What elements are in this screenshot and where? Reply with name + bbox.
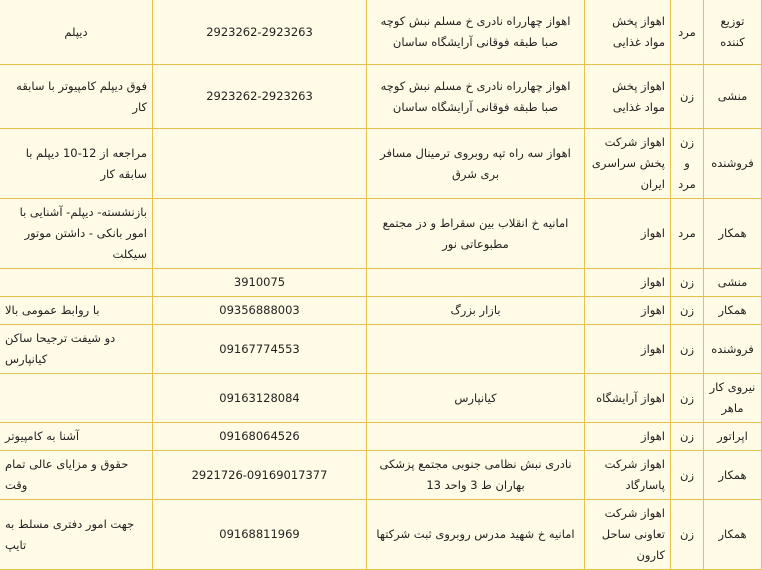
address-cell: امانیه خ شهید مدرس روبروی ثبت شرکتها	[367, 500, 585, 570]
company-cell: اهواز	[585, 423, 671, 451]
gender-cell: مرد	[671, 199, 704, 269]
position-cell: همکار	[704, 297, 762, 325]
address-cell	[367, 423, 585, 451]
address-cell: اهواز سه راه تپه روبروی ترمینال مسافر بری شرق	[367, 129, 585, 199]
phone-cell: 2923262-2923263	[153, 65, 367, 129]
address-cell: بازار بزرگ	[367, 297, 585, 325]
company-cell: اهواز	[585, 269, 671, 297]
address-cell	[367, 269, 585, 297]
position-cell: منشی	[704, 65, 762, 129]
address-cell	[367, 325, 585, 374]
gender-cell: زن	[671, 423, 704, 451]
requirements-cell: حقوق و مزایای عالی تمام وقت	[0, 451, 153, 500]
company-cell: اهواز شرکت تعاونی ساحل کارون	[585, 500, 671, 570]
position-cell: منشی	[704, 269, 762, 297]
address-cell: نادری نبش نظامی جنوبی مجتمع پزشکی بهاران ط 3 واحد 13	[367, 451, 585, 500]
gender-cell: زن	[671, 374, 704, 423]
requirements-cell: دو شیفت ترجیحا ساکن کیانپارس	[0, 325, 153, 374]
address-cell: کیانپارس	[367, 374, 585, 423]
table-row	[0, 0, 762, 65]
position-cell: همکار	[704, 451, 762, 500]
gender-cell: زن	[671, 451, 704, 500]
position-cell: همکار	[704, 199, 762, 269]
phone-cell	[153, 129, 367, 199]
requirements-cell	[0, 269, 153, 297]
requirements-cell: با روابط عمومی بالا	[0, 297, 153, 325]
gender-cell: زن	[671, 269, 704, 297]
requirements-cell: فوق دیپلم کامپیوتر با سابقه کار	[0, 65, 153, 129]
phone-cell: 09167774553	[153, 325, 367, 374]
phone-cell: 3910075	[153, 269, 367, 297]
requirements-cell	[0, 374, 153, 423]
company-cell: اهواز آرایشگاه	[585, 374, 671, 423]
position-cell: فروشنده	[704, 325, 762, 374]
requirements-cell: آشنا به کامپیوتر	[0, 423, 153, 451]
table-row	[0, 65, 762, 129]
requirements-cell: دیپلم	[0, 0, 153, 65]
table-row	[0, 199, 762, 269]
position-cell: توزیع کننده	[704, 0, 762, 65]
table-row	[0, 500, 762, 570]
company-cell: اهواز	[585, 325, 671, 374]
requirements-cell: بازنشسته- دیپلم- آشنایی با امور بانکی - داشتن موتور سیکلت	[0, 199, 153, 269]
requirements-cell: جهت امور دفتری مسلط به تایپ	[0, 500, 153, 570]
gender-cell: زن	[671, 325, 704, 374]
address-cell: امانیه خ انقلاب بین سقراط و دز مجتمع مطبوعاتی نور	[367, 199, 585, 269]
position-cell: همکار	[704, 500, 762, 570]
table-row	[0, 297, 762, 325]
phone-cell: 09168064526	[153, 423, 367, 451]
gender-cell: زن و مرد	[671, 129, 704, 199]
gender-cell: زن	[671, 65, 704, 129]
phone-cell: 2923262-2923263	[153, 0, 367, 65]
position-cell: فروشنده	[704, 129, 762, 199]
gender-cell: زن	[671, 297, 704, 325]
phone-cell	[153, 199, 367, 269]
address-cell: اهواز چهارراه نادری خ مسلم نبش کوچه صبا طبقه فوقانی آرایشگاه ساسان	[367, 65, 585, 129]
company-cell: اهواز پخش مواد غذایی	[585, 0, 671, 65]
address-cell: اهواز چهارراه نادری خ مسلم نبش کوچه صبا طبقه فوقانی آرایشگاه ساسان	[367, 0, 585, 65]
phone-cell: 09163128084	[153, 374, 367, 423]
table-row	[0, 129, 762, 199]
company-cell: اهواز	[585, 297, 671, 325]
table-row	[0, 325, 762, 374]
gender-cell: مرد	[671, 0, 704, 65]
phone-cell: 09356888003	[153, 297, 367, 325]
table-row	[0, 451, 762, 500]
company-cell: اهواز	[585, 199, 671, 269]
company-cell: اهواز شرکت پخش سراسری ایران	[585, 129, 671, 199]
company-cell: اهواز پخش مواد غذایی	[585, 65, 671, 129]
table-row	[0, 374, 762, 423]
requirements-cell: مراجعه از 12-10 دیپلم با سابقه کار	[0, 129, 153, 199]
phone-cell: 2921726-09169017377	[153, 451, 367, 500]
position-cell: اپراتور	[704, 423, 762, 451]
table-row	[0, 423, 762, 451]
phone-cell: 09168811969	[153, 500, 367, 570]
company-cell: اهواز شرکت پاسارگاد	[585, 451, 671, 500]
gender-cell: زن	[671, 500, 704, 570]
position-cell: نیروی کار ماهر	[704, 374, 762, 423]
table-row	[0, 269, 762, 297]
